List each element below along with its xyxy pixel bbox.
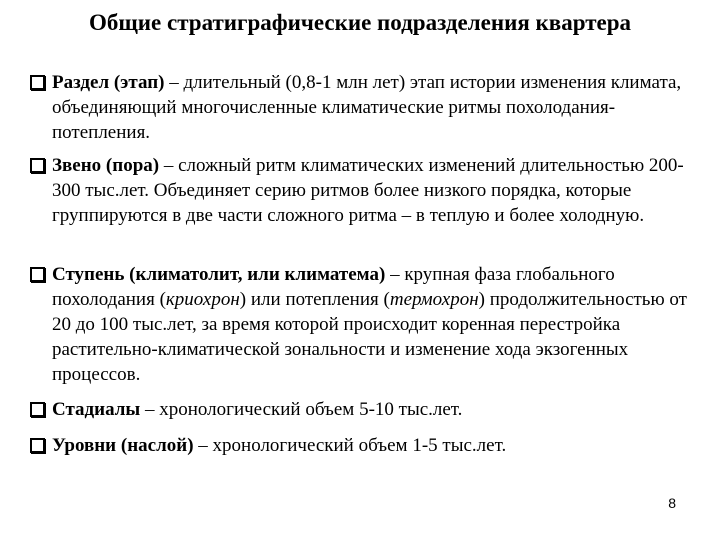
checkbox-bullet-icon	[30, 402, 45, 417]
list-item-razdel	[30, 70, 700, 145]
item-description-2: ) или потепления (	[239, 289, 390, 310]
list-item-urovni	[30, 433, 700, 458]
slide-title: Общие стратиграфические подразделения квартера	[88, 10, 632, 35]
checkbox-bullet-icon	[30, 158, 45, 173]
item-description-1: – крупная фаза глобального похолодания (	[52, 264, 615, 310]
item-term: Уровни (наслой)	[52, 435, 194, 456]
checkbox-bullet-icon	[30, 75, 45, 90]
term-termokhron: термохрон	[389, 289, 479, 310]
item-term: Ступень (климатолит, или климатема)	[52, 264, 386, 285]
item-text	[52, 397, 700, 422]
item-term: Стадиалы	[52, 399, 141, 420]
page-number: 8	[668, 495, 676, 511]
list-item-stupen	[30, 262, 700, 387]
item-text	[52, 70, 700, 145]
item-description: – сложный ритм климатических изменений длительностью 200-300 тыс.лет. Объединяет серию ритмов более низкого порядка, которые группируются в две части сложного ритма – в теплую и более холодную.	[52, 155, 684, 226]
item-text	[52, 433, 700, 458]
list-item-stadialy	[30, 397, 700, 422]
list-item-zveno	[30, 153, 700, 228]
item-description-3: ) продолжительностью от 20 до 100 тыс.лет, за время которой происходит коренная перестройка растительно-климатической зональности и изменение хода экзогенных процессов.	[52, 289, 687, 385]
item-description: – хронологический объем 5-10 тыс.лет.	[145, 399, 463, 420]
checkbox-bullet-icon	[30, 267, 45, 282]
item-text	[52, 262, 700, 387]
item-text	[52, 153, 700, 228]
item-description: – хронологический объем 1-5 тыс.лет.	[198, 435, 507, 456]
term-kriokhron: криохрон	[165, 289, 240, 310]
item-description: – длительный (0,8-1 млн лет) этап истории изменения климата, объединяющий многочисленные климатические ритмы похолодания-потепления.	[52, 72, 682, 143]
checkbox-bullet-icon	[30, 438, 45, 453]
item-term: Раздел (этап)	[52, 72, 165, 93]
item-term: Звено (пора)	[52, 155, 160, 176]
